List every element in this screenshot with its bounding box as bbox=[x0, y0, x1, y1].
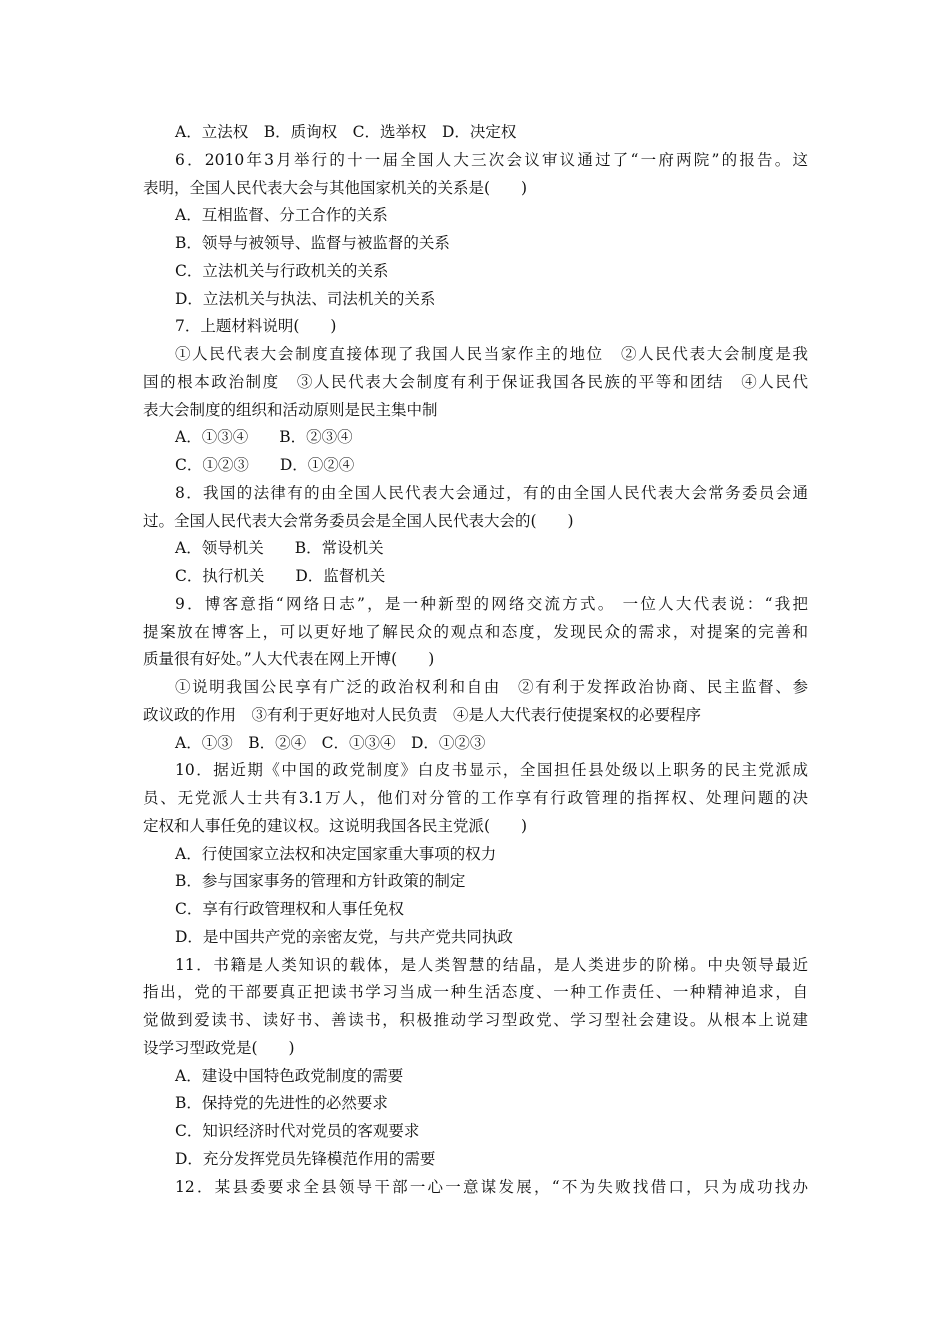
text-line: 7．上题材料说明( ) bbox=[175, 317, 337, 336]
text-line: C．执行机关 D．监督机关 bbox=[175, 567, 386, 585]
text-line: A．建设中国特色政党制度的需要 bbox=[175, 1066, 404, 1085]
text-line: ①说明我国公民享有广泛的政治权利和自由 ②有利于发挥政治协商、民主监督、参 bbox=[175, 678, 808, 696]
text-line: A．①③ B．②④ C．①③④ D．①②③ bbox=[175, 733, 486, 752]
text-line: 过。全国人民代表大会常务委员会是全国人民代表大会的( ) bbox=[143, 511, 574, 530]
text-line: 定权和人事任免的建议权。这说明我国各民主党派( ) bbox=[143, 816, 528, 835]
text-line: C．①②③ D．①②④ bbox=[175, 456, 355, 474]
text-line: C．享有行政管理权和人事任免权 bbox=[175, 900, 404, 918]
text-line: C．立法机关与行政机关的关系 bbox=[175, 261, 389, 280]
text-line: 表大会制度的组织和活动原则是民主集中制 bbox=[143, 400, 438, 419]
text-line: 设学习型政党是( ) bbox=[143, 1038, 295, 1057]
text-line: 质量很有好处。”人大代表在网上开博( ) bbox=[143, 650, 435, 669]
text-line: D．充分发挥党员先锋模范作用的需要 bbox=[175, 1149, 436, 1168]
text-line: 表明，全国人民代表大会与其他国家机关的关系是( ) bbox=[143, 178, 528, 197]
text-line: C．知识经济时代对党员的客观要求 bbox=[175, 1122, 420, 1140]
text-line: D．是中国共产党的亲密友党，与共产党共同执政 bbox=[175, 927, 513, 946]
text-line: 8．我国的法律有的由全国人民代表大会通过，有的由全国人民代表大会常务委员会通 bbox=[175, 483, 808, 502]
text-line: 政议政的作用 ③有利于更好地对人民负责 ④是人大代表行使提案权的必要程序 bbox=[143, 705, 702, 724]
text-line: 11．书籍是人类知识的载体，是人类智慧的结晶，是人类进步的阶梯。中央领导最近 bbox=[175, 955, 808, 974]
text-line: ①人民代表大会制度直接体现了我国人民当家作主的地位 ②人民代表大会制度是我 bbox=[175, 345, 808, 363]
text-line: 6．2010年3月举行的十一届全国人大三次会议审议通过了“一府两院”的报告。这 bbox=[175, 150, 808, 169]
text-line: 10．据近期《中国的政党制度》白皮书显示，全国担任县处级以上职务的民主党派成 bbox=[175, 761, 808, 780]
text-line: 9．博客意指“网络日志”，是一种新型的网络交流方式。 一位人大代表说：“我把 bbox=[175, 594, 808, 613]
text-line: A．①③④ B．②③④ bbox=[175, 428, 353, 447]
text-line: B．保持党的先进性的必然要求 bbox=[175, 1094, 388, 1113]
text-line: 国的根本政治制度 ③人民代表大会制度有利于保证我国各民族的平等和团结 ④人民代 bbox=[143, 372, 808, 391]
text-line: 觉做到爱读书、读好书、善读书，积极推动学习型政党、学习型社会建设。从根本上说建 bbox=[143, 1011, 808, 1029]
text-line: A．领导机关 B．常设机关 bbox=[175, 539, 384, 558]
text-line: A．立法权 B．质询权 C．选举权 D．决定权 bbox=[175, 123, 517, 141]
text-line: 提案放在博客上，可以更好地了解民众的观点和态度，发现民众的需求，对提案的完善和 bbox=[143, 622, 808, 641]
text-line: 12．某县委要求全县领导干部一心一意谋发展，“不为失败找借口，只为成功找办 bbox=[175, 1177, 808, 1196]
text-line: A．互相监督、分工合作的关系 bbox=[175, 206, 388, 225]
text-line: 员、无党派人士共有3.1万人，他们对分管的工作享有行政管理的指挥权、处理问题的决 bbox=[143, 789, 808, 807]
text-line: B．参与国家事务的管理和方针政策的制定 bbox=[175, 872, 466, 891]
text-line: 指出，党的干部要真正把读书学习当成一种生活态度、一种工作责任、一种精神追求，自 bbox=[143, 983, 808, 1002]
text-line: A．行使国家立法权和决定国家重大事项的权力 bbox=[175, 844, 497, 863]
text-line: B．领导与被领导、监督与被监督的关系 bbox=[175, 234, 450, 252]
text-line: D．立法机关与执法、司法机关的关系 bbox=[175, 289, 436, 308]
